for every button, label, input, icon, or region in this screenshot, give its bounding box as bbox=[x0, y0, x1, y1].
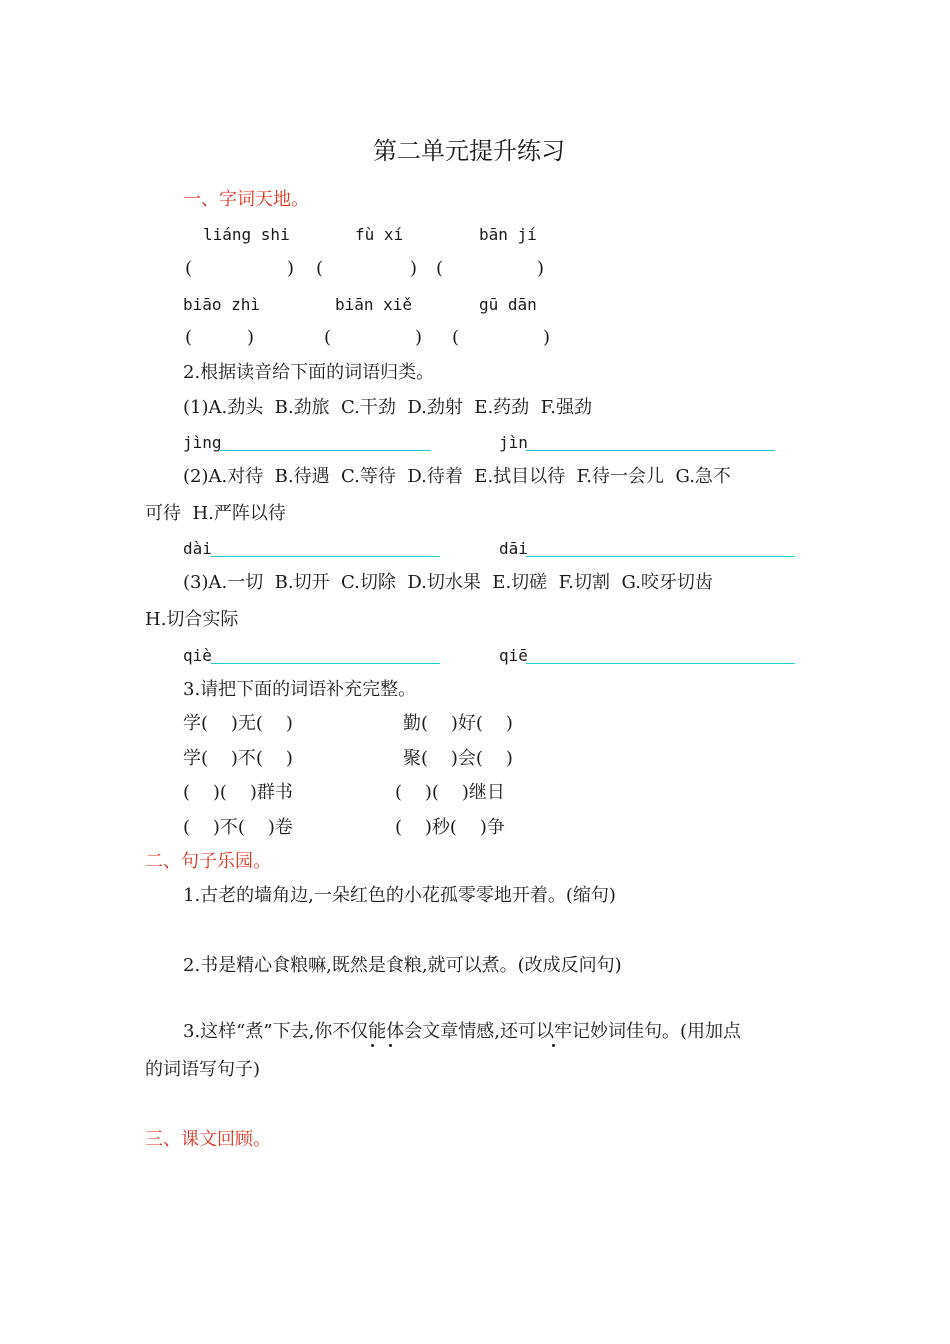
answer-line bbox=[526, 450, 775, 451]
question-2-group-3-options-cont: H.切合实际 bbox=[145, 609, 239, 630]
pinyin-bianxie: biān xiě bbox=[335, 295, 413, 314]
emphasis-dot bbox=[389, 1044, 392, 1047]
idiom-fill-item: ( )秒( )争 bbox=[395, 817, 505, 838]
answer-line bbox=[526, 556, 795, 557]
answer-line bbox=[211, 663, 440, 664]
label-jing: jìng bbox=[183, 433, 222, 452]
answer-blank-close: ) bbox=[410, 258, 418, 279]
answer-blank-close: ) bbox=[287, 258, 295, 279]
pinyin-biaozhi: biāo zhì bbox=[183, 295, 261, 314]
label-jin: jìn bbox=[499, 433, 528, 452]
answer-line bbox=[526, 663, 795, 664]
answer-blank-close: ) bbox=[537, 258, 545, 279]
section-2-heading: 二、句子乐园。 bbox=[145, 851, 271, 872]
sentence-question-3: 3.这样“煮”下去,你不仅能体会文章情感,还可以牢记妙词佳句。(用加点 bbox=[183, 1021, 742, 1042]
idiom-fill-item: ( )不( )卷 bbox=[183, 817, 293, 838]
answer-blank-open: ( bbox=[316, 258, 324, 279]
answer-blank-open: ( bbox=[452, 327, 460, 348]
sentence-question-1: 1.古老的墙角边,一朵红色的小花孤零零地开着。(缩句) bbox=[183, 885, 616, 906]
idiom-fill-item: 勤( )好( ) bbox=[403, 713, 513, 734]
section-3-heading: 三、课文回顾。 bbox=[145, 1129, 271, 1150]
pinyin-gudan: gū dān bbox=[479, 295, 537, 314]
question-2-prompt: 2.根据读音给下面的词语归类。 bbox=[183, 362, 435, 383]
label-dai-1: dāi bbox=[499, 539, 528, 558]
answer-blank-close: ) bbox=[543, 327, 551, 348]
emphasis-dot bbox=[371, 1044, 374, 1047]
pinyin-banji: bān jí bbox=[479, 225, 537, 244]
question-2-group-2-options-cont: 可待 H.严阵以待 bbox=[145, 503, 286, 524]
question-2-group-3-options: (3)A.一切 B.切开 C.切除 D.切水果 E.切磋 F.切割 G.咬牙切齿 bbox=[183, 572, 713, 593]
label-qie-1: qiē bbox=[499, 646, 528, 665]
answer-line bbox=[220, 450, 431, 451]
question-3-prompt: 3.请把下面的词语补充完整。 bbox=[183, 679, 417, 700]
idiom-fill-item: 聚( )会( ) bbox=[403, 748, 513, 769]
section-1-heading: 一、字词天地。 bbox=[183, 189, 309, 210]
sentence-question-3-cont: 的词语写句子) bbox=[145, 1059, 261, 1080]
question-2-group-1-options: (1)A.劲头 B.劲旅 C.干劲 D.劲射 E.药劲 F.强劲 bbox=[183, 397, 593, 418]
question-2-group-2-options: (2)A.对待 B.待遇 C.等待 D.待着 E.拭目以待 F.待一会儿 G.急不 bbox=[183, 466, 731, 487]
answer-blank-open: ( bbox=[324, 327, 332, 348]
answer-blank-open: ( bbox=[185, 327, 193, 348]
page-title: 第二单元提升练习 bbox=[373, 137, 565, 165]
idiom-fill-item: 学( )无( ) bbox=[183, 713, 293, 734]
idiom-fill-item: 学( )不( ) bbox=[183, 748, 293, 769]
idiom-fill-item: ( )( )群书 bbox=[183, 782, 293, 803]
sentence-question-2: 2.书是精心食粮嘛,既然是食粮,就可以煮。(改成反问句) bbox=[183, 955, 622, 976]
label-qie-4: qiè bbox=[183, 646, 212, 665]
answer-blank-close: ) bbox=[247, 327, 255, 348]
answer-line bbox=[211, 556, 440, 557]
answer-blank-close: ) bbox=[415, 327, 423, 348]
pinyin-liangshi: liáng shi bbox=[203, 225, 290, 244]
pinyin-fuxi: fù xí bbox=[355, 225, 404, 244]
label-dai-4: dài bbox=[183, 539, 212, 558]
emphasis-dot bbox=[552, 1044, 555, 1047]
idiom-fill-item: ( )( )继日 bbox=[395, 782, 505, 803]
answer-blank-open: ( bbox=[436, 258, 444, 279]
answer-blank-open: ( bbox=[185, 258, 193, 279]
